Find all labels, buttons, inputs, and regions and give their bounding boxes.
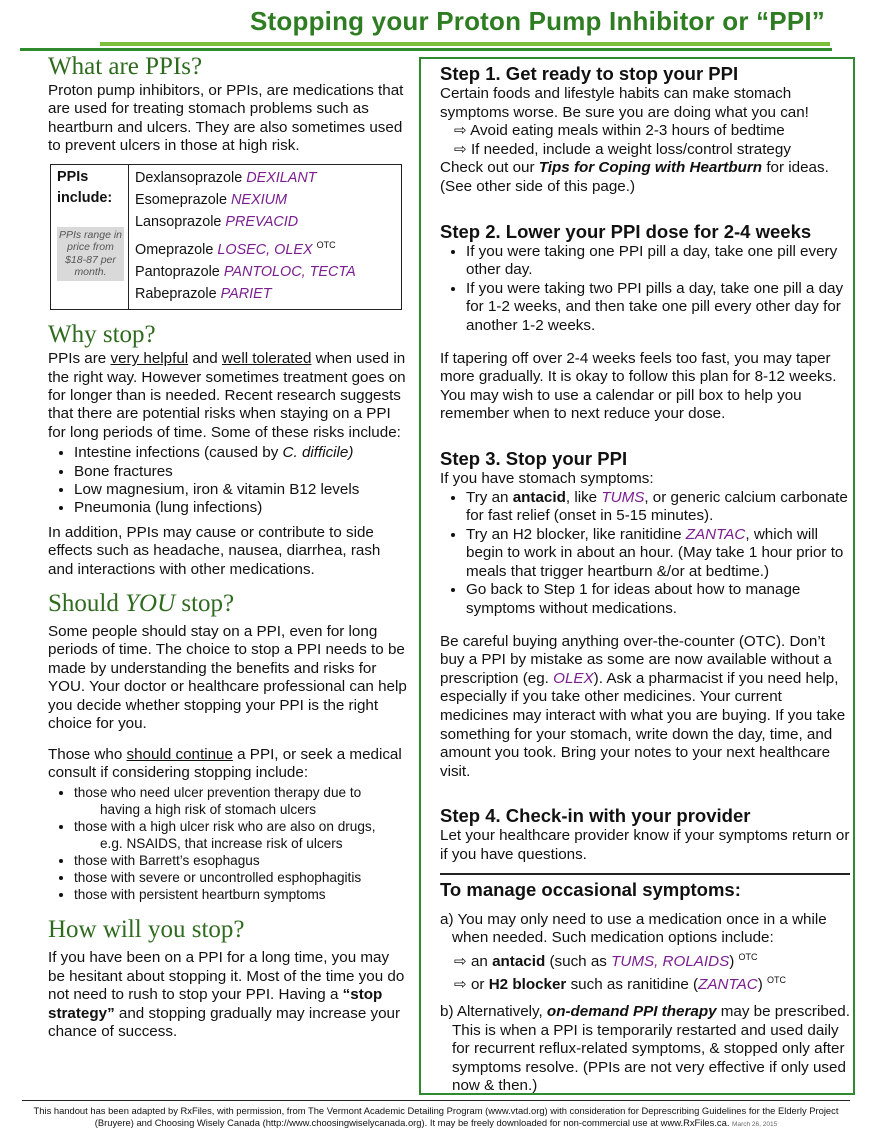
list-item: • Try an antacid, like TUMS, or generic calcium carbonate for fast relief (onset in 5-15 minutes). [466, 489, 850, 526]
drug-row: Rabeprazole PARIET [135, 285, 272, 302]
ppi-table-label-cell [51, 165, 129, 310]
step2-heading: Step 2. Lower your PPI dose for 2-4 weeks [440, 220, 812, 242]
manage-a: a) You may only need to use a medication once in a while when needed. Such medication options include: [440, 910, 827, 947]
list-item: • those with Barrett’s esophagus [74, 852, 408, 869]
risk-item: • Intestine infections (caused by C. difficile) [74, 444, 408, 462]
manage-b: b) Alternatively, on-demand PPI therapy may be prescribed. This is when a PPI is temporarily restarted and used daily for recurrent reflux-related symptoms, & stopped only after symptoms resolve. (PPIs are not very effective if only used now & then.) [440, 1003, 850, 1095]
manage-section [440, 873, 850, 1096]
steps-content [440, 63, 850, 1096]
footer-text: This handout has been adapted by RxFiles, with permission, from The Vermont Academic Detailing Program (www.vtad.org) with consideration for Deprescribing Guidelines for the Elderly Project (Bruyere) and Choosing Wisely Canada (http://www.choosingwiselycanada.org). It may be freely downloaded for non-commercial use at www.RxFiles.ca. [33, 1105, 839, 1128]
drug-row: Lansoprazole PREVACID [135, 214, 299, 231]
drug-row: Esomeprazole NEXIUM [135, 191, 287, 208]
footer-date: March 26, 2015 [732, 1121, 778, 1128]
ppi-drug-list [129, 165, 356, 310]
step1-heading: Step 1. Get ready to stop your PPI [440, 63, 739, 84]
list-item: • If you were taking one PPI pill a day, take one pill every other day. [466, 243, 850, 280]
risk-item: • Low magnesium, iron & vitamin B12 levels [74, 481, 408, 499]
why-intro: PPIs are very helpful and well tolerated when used in the right way. However sometimes treatment goes on for longer than is needed. Recent research suggests that there are potential risks when staying on a PPI for long periods of time. Some of these risks include: [48, 350, 406, 441]
list-item: • Try an H2 blocker, like ranitidine ZANTAC, which will begin to work in about an hour. (May take 1 hour prior to meals that trigger heartburn &/or at bedtime.) [466, 526, 850, 582]
risk-list [48, 444, 408, 518]
ppi-table [50, 164, 402, 311]
step1-tips: Check out our Tips for Coping with Heartburn for ideas. (See other side of this page.) [440, 159, 829, 195]
step3-otc: Be careful buying anything over-the-counter (OTC). Don’t buy a PPI by mistake as some are now available without a prescription (eg. OLEX). Ask a pharmacist if you need help, especially if you take other medicines. Your current medicines may interact with what you are buying. If you take something for your stomach, write down the day, time, and amount you took. Bring your notes to your next healthcare visit. [440, 632, 846, 780]
drug-row: Dexlansoprazole DEXILANT [135, 169, 317, 186]
drug-row: Omeprazole LOSEC, OLEX $^{OTC}$ [135, 239, 336, 258]
list-item: • Go back to Step 1 for ideas about how to manage symptoms without medications. [466, 581, 850, 618]
drug-row: Pantoprazole PANTOLOC, TECTA [135, 263, 356, 280]
manage-arrow-item: ⇨ or H2 blocker such as ranitidine (ZANTAC) $^{OTC}$ [454, 975, 786, 994]
continue-list [48, 784, 408, 903]
list-item: • those with persistent heartburn symptoms [74, 886, 408, 903]
step3-heading: Step 3. Stop your PPI [440, 447, 628, 469]
list-item: • those with a high ulcer risk who are also on drugs, e.g. NSAIDS, that increase risk of ulcers [74, 818, 408, 852]
step1-arrow-item: ⇨ Avoid eating meals within 2-3 hours of bedtime [454, 122, 785, 140]
what-body: Proton pump inhibitors, or PPIs, are medications that are used for treating stomach problems such as heartburn and ulcers. They are also sometimes used to prevent ulcers in those at high risk. [48, 82, 404, 155]
why-outro: In addition, PPIs may cause or contribute to side effects such as headache, nausea, diarrhea, rash and interactions with other medications. [48, 523, 381, 578]
ppi-table-label: PPIs include: [57, 168, 113, 206]
should-heading: Should YOU stop? [48, 590, 235, 618]
page-title: Stopping your Proton Pump Inhibitor or “PPI” [250, 6, 825, 36]
list-item: • If you were taking two PPI pills a day, take one pill a day for 1-2 weeks, and then take one pill every other day for another 1-2 weeks. [466, 280, 850, 336]
steps-box [419, 57, 855, 1095]
step4-body: Let your healthcare provider know if your symptoms return or if you have questions. [440, 827, 850, 863]
title-rule-dark [20, 48, 832, 51]
price-note: PPIs range in price from $18-87 per month. [57, 227, 124, 281]
list-item: • those who need ulcer prevention therapy due to having a high risk of stomach ulcers [74, 784, 408, 818]
list-item: • those with severe or uncontrolled esphophagitis [74, 869, 408, 886]
left-column [48, 52, 408, 1041]
manage-heading: To manage occasional symptoms: [440, 878, 741, 900]
should-body: Some people should stay on a PPI, even for long periods of time. The choice to stop a PPI needs to be made by understanding the benefits and risks for YOU. Your doctor or healthcare professional can help you decide whether stopping your PPI is the right choice for you. [48, 623, 407, 733]
should-continue: Those who should continue a PPI, or seek a medical consult if considering stopping include: [48, 745, 402, 781]
footer [22, 1100, 850, 1131]
risk-item: • Bone fractures [74, 463, 408, 481]
how-body: If you have been on a PPI for a long time, you may be hesitant about stopping it. Most of the time you do not need to rush to stop your PPI. Having a “stop strategy” and stopping gradually may increase your chance of success. [48, 949, 405, 1040]
step2-body: If tapering off over 2-4 weeks feels too fast, you may taper more gradually. It is okay to follow this plan for 8-12 weeks. You may wish to use a calendar or pill box to help you remember when to next reduce your dose. [440, 349, 837, 423]
step1-arrow-item: ⇨ If needed, include a weight loss/control strategy [454, 140, 791, 158]
step2-list [440, 243, 850, 336]
manage-arrow-item: ⇨ an antacid (such as TUMS, ROLAIDS) $^{OTC}$ [454, 951, 758, 970]
why-heading: Why stop? [48, 321, 156, 349]
step4-heading: Step 4. Check-in with your provider [440, 805, 751, 827]
title-rule-light [100, 42, 830, 46]
what-heading: What are PPIs? [48, 53, 203, 80]
risk-item: • Pneumonia (lung infections) [74, 499, 408, 517]
step1-body: Certain foods and lifestyle habits can make stomach symptoms worse. Be sure you are doing what you can! [440, 85, 809, 121]
how-heading: How will you stop? [48, 916, 245, 944]
step3-intro: If you have stomach symptoms: [440, 469, 654, 487]
step3-list [440, 489, 850, 619]
